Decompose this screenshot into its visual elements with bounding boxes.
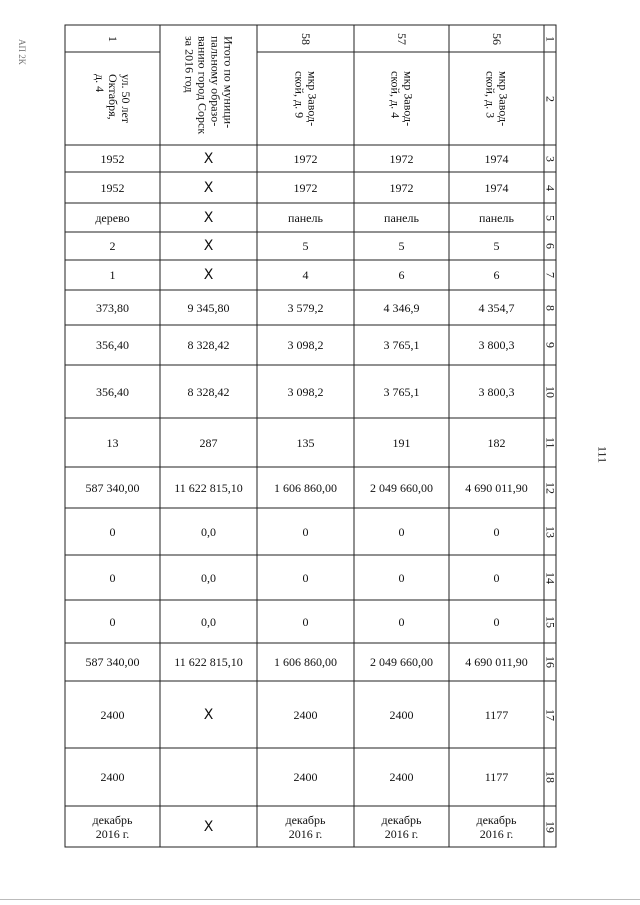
- table-cell: 11 622 815,10: [174, 655, 243, 669]
- table-cell: X: [203, 267, 214, 283]
- row-number: 5: [543, 214, 558, 221]
- header-address-label: мкр Завод- ской, д. 9: [292, 71, 320, 127]
- table-cell: 1974: [484, 180, 509, 195]
- table-cell: 1974: [484, 151, 509, 166]
- table-cell: 0: [398, 570, 405, 585]
- table-cell: 0: [109, 524, 116, 539]
- table-cell: 6: [493, 268, 500, 282]
- table-cell: 8 328,42: [187, 338, 230, 352]
- table-cell: 2400: [100, 770, 125, 784]
- row-number: 2: [543, 96, 558, 102]
- table-cell: декабрь 2016 г.: [381, 812, 422, 841]
- table-cell: 587 340,00: [85, 480, 140, 495]
- table-cell: 6: [398, 268, 405, 282]
- row-number: 16: [543, 656, 558, 668]
- header-address-label: мкр Завод- ской, д. 3: [483, 71, 511, 127]
- table-cell: 2 049 660,00: [370, 480, 433, 495]
- table-cell: 2400: [389, 770, 414, 784]
- row-number: 15: [543, 615, 558, 628]
- row-number: 4: [543, 184, 558, 191]
- table-cell: 8 328,42: [187, 384, 230, 399]
- table-cell: дерево: [95, 210, 130, 225]
- table-cell: 5: [398, 239, 405, 253]
- table-cell: 4 690 011,90: [465, 480, 528, 495]
- table-cell: 0: [302, 570, 309, 585]
- row-number: 1: [543, 36, 558, 42]
- table-cell: X: [203, 238, 214, 254]
- table-cell: [160, 748, 257, 806]
- table-cell: 5: [493, 239, 500, 253]
- table-cell: 9 345,80: [187, 300, 230, 315]
- table-cell: 182: [487, 435, 506, 450]
- table-cell: 1 606 860,00: [274, 655, 337, 669]
- table-cell: 0: [302, 614, 309, 629]
- header-address-label: ул. 50 лет Октабря, д. 4: [93, 74, 133, 124]
- table-cell: 0: [302, 524, 309, 539]
- row-number: 9: [543, 342, 558, 348]
- table-cell: 2400: [100, 707, 125, 722]
- table-cell: X: [203, 818, 214, 835]
- table-cell: X: [203, 150, 214, 167]
- table-cell: 0,0: [201, 524, 216, 539]
- row-number: 18: [543, 771, 558, 783]
- table-cell: 1972: [389, 180, 414, 195]
- table-cell: 3 765,1: [383, 338, 420, 352]
- table-cell: 0: [398, 614, 405, 629]
- table-cell: 3 800,3: [478, 338, 515, 352]
- table-cell: 1952: [100, 151, 125, 166]
- table-cell: декабрь 2016 г.: [92, 812, 133, 841]
- table-cell: 2400: [293, 707, 318, 722]
- table-cell: 4 346,9: [383, 300, 420, 315]
- table-cell: 0: [493, 614, 500, 629]
- table-cell: 2400: [389, 707, 414, 722]
- table-cell: 0: [398, 524, 405, 539]
- table-cell: 1972: [389, 151, 414, 166]
- row-number: 11: [543, 436, 558, 449]
- row-number: 17: [543, 708, 558, 721]
- table-cell: 3 800,3: [478, 384, 515, 399]
- row-number: 6: [543, 243, 558, 249]
- table-cell: X: [203, 209, 214, 226]
- row-number: 14: [543, 571, 558, 584]
- table-cell: 0: [493, 524, 500, 539]
- table-cell: 373,80: [96, 300, 129, 315]
- table-cell: 3 765,1: [383, 384, 420, 399]
- table-cell: 2: [109, 239, 116, 253]
- table-cell: 356,40: [96, 338, 129, 352]
- table-cell: 0,0: [201, 570, 216, 585]
- header-column-number: 56: [490, 33, 504, 45]
- table-cell: 5: [302, 239, 309, 253]
- table-cell: 3 098,2: [287, 384, 324, 399]
- page-bottom-edge: [0, 899, 640, 900]
- table-cell: 1952: [100, 180, 125, 195]
- page-number: 111: [595, 446, 610, 464]
- corner-mark: АП 2К: [17, 39, 27, 65]
- row-number: 13: [543, 525, 558, 538]
- table-cell: 1972: [293, 180, 318, 195]
- table-cell: 4 354,7: [478, 300, 515, 315]
- table-cell: декабрь 2016 г.: [285, 812, 326, 841]
- table-cell: 1177: [484, 770, 509, 784]
- row-number: 12: [543, 481, 558, 494]
- table-cell: декабрь 2016 г.: [476, 812, 517, 841]
- row-number: 7: [543, 272, 558, 278]
- table-cell: 1: [109, 268, 116, 282]
- table-cell: 11 622 815,10: [174, 480, 243, 495]
- table-cell: панель: [384, 210, 419, 225]
- table-cell: панель: [288, 210, 323, 225]
- table-cell: панель: [479, 210, 514, 225]
- table-cell: 4: [302, 268, 309, 282]
- table-cell: 2 049 660,00: [370, 655, 433, 669]
- table-cell: 587 340,00: [85, 655, 140, 669]
- table-cell: 191: [392, 435, 411, 450]
- table-cell: 0: [109, 614, 116, 629]
- header-column-number: 58: [299, 33, 313, 45]
- header-address-label: мкр Завод- ской, д. 4: [388, 71, 416, 127]
- table-cell: 135: [296, 435, 315, 450]
- row-number: 19: [543, 820, 558, 833]
- table-cell: 1 606 860,00: [274, 480, 337, 495]
- table-cell: 4 690 011,90: [465, 655, 528, 669]
- table-cell: 287: [199, 435, 218, 450]
- table-cell: 0: [109, 570, 116, 585]
- row-number: 3: [543, 155, 558, 162]
- table-cell: X: [203, 706, 214, 723]
- table-cell: 1177: [484, 707, 509, 722]
- header-total-label: Итого по муници- пальному образо- ванию город Сорск за 2016 год: [182, 36, 236, 135]
- table-cell: X: [203, 179, 214, 196]
- table-cell: 3 098,2: [287, 338, 324, 352]
- table-cell: 356,40: [96, 384, 129, 399]
- table-cell: 0,0: [201, 614, 216, 629]
- row-number: 8: [543, 304, 558, 311]
- header-column-number: 57: [395, 33, 409, 45]
- table-cell: 2400: [293, 770, 318, 784]
- table-cell: 0: [493, 570, 500, 585]
- table-cell: 1972: [293, 151, 318, 166]
- table-cell: 13: [106, 435, 119, 450]
- header-column-number: 1: [106, 36, 120, 42]
- row-number: 10: [543, 385, 558, 398]
- table-cell: 3 579,2: [287, 300, 324, 315]
